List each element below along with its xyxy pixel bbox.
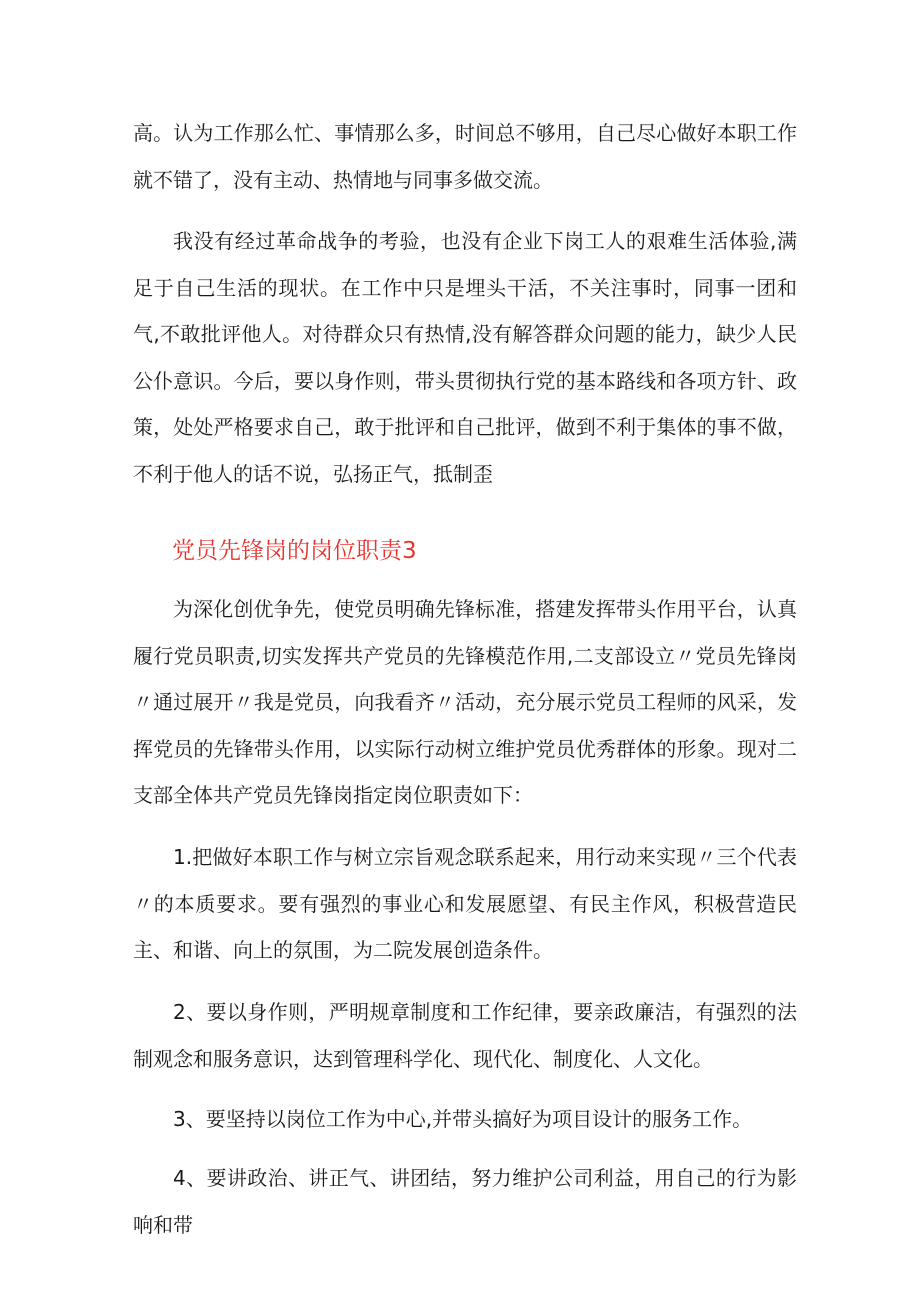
paragraph-self-criticism: 我没有经过革命战争的考验，也没有企业下岗工人的艰难生活体验,满足于自己生活的现状。在工作中只是埋头干活，不关注事时，同事一团和气,不敢批评他人。对待群众只有热情,没有解答群众问题的能力，缺少人民公仆意识。今后，要以身作则，带头贯彻执行党的基本路线和各项方针、政策，处处严格要求自己，敢于批评和自己批评，做到不利于集体的事不做，不利于他人的话不说，弘扬正气，抵制歪 (133, 229, 797, 486)
paragraph-duty-4: 4、要讲政治、讲正气、讲团结，努力维护公司利益，用自己的行为影响和带 (133, 1166, 797, 1237)
paragraph-duty-3: 3、要坚持以岗位工作为中心,并带头搞好为项目设计的服务工作。 (173, 1107, 753, 1131)
paragraph-intro: 为深化创优争先，使党员明确先锋标准，搭建发挥带头作用平台，认真履行党员职责,切实发挥共产党员的先锋模范作用,二支部设立〃党员先锋岗〃通过展开〃我是党员，向我看齐〃活动，充分展示党员工程师的风采，发挥党员的先锋带头作用，以实际行动树立维护党员优秀群体的形象。现对二支部全体共产党员先锋岗指定岗位职责如下： (133, 597, 797, 807)
paragraph-duty-1: 1.把做好本职工作与树立宗旨观念联系起来，用行动来实现〃三个代表〃的本质要求。要有强烈的事业心和发展愿望、有民主作风，积极营造民主、和谐、向上的氛围，为二院发展创造条件。 (133, 845, 797, 962)
section-heading: 党员先锋岗的岗位职责3 (172, 538, 417, 564)
paragraph-continuation: 高。认为工作那么忙、事情那么多，时间总不够用，自己尽心做好本职工作就不错了，没有主动、热情地与同事多做交流。 (133, 121, 797, 192)
paragraph-duty-2: 2、要以身作则，严明规章制度和工作纪律，要亲政廉洁，有强烈的法制观念和服务意识，达到管理科学化、现代化、制度化、人文化。 (133, 1000, 797, 1071)
